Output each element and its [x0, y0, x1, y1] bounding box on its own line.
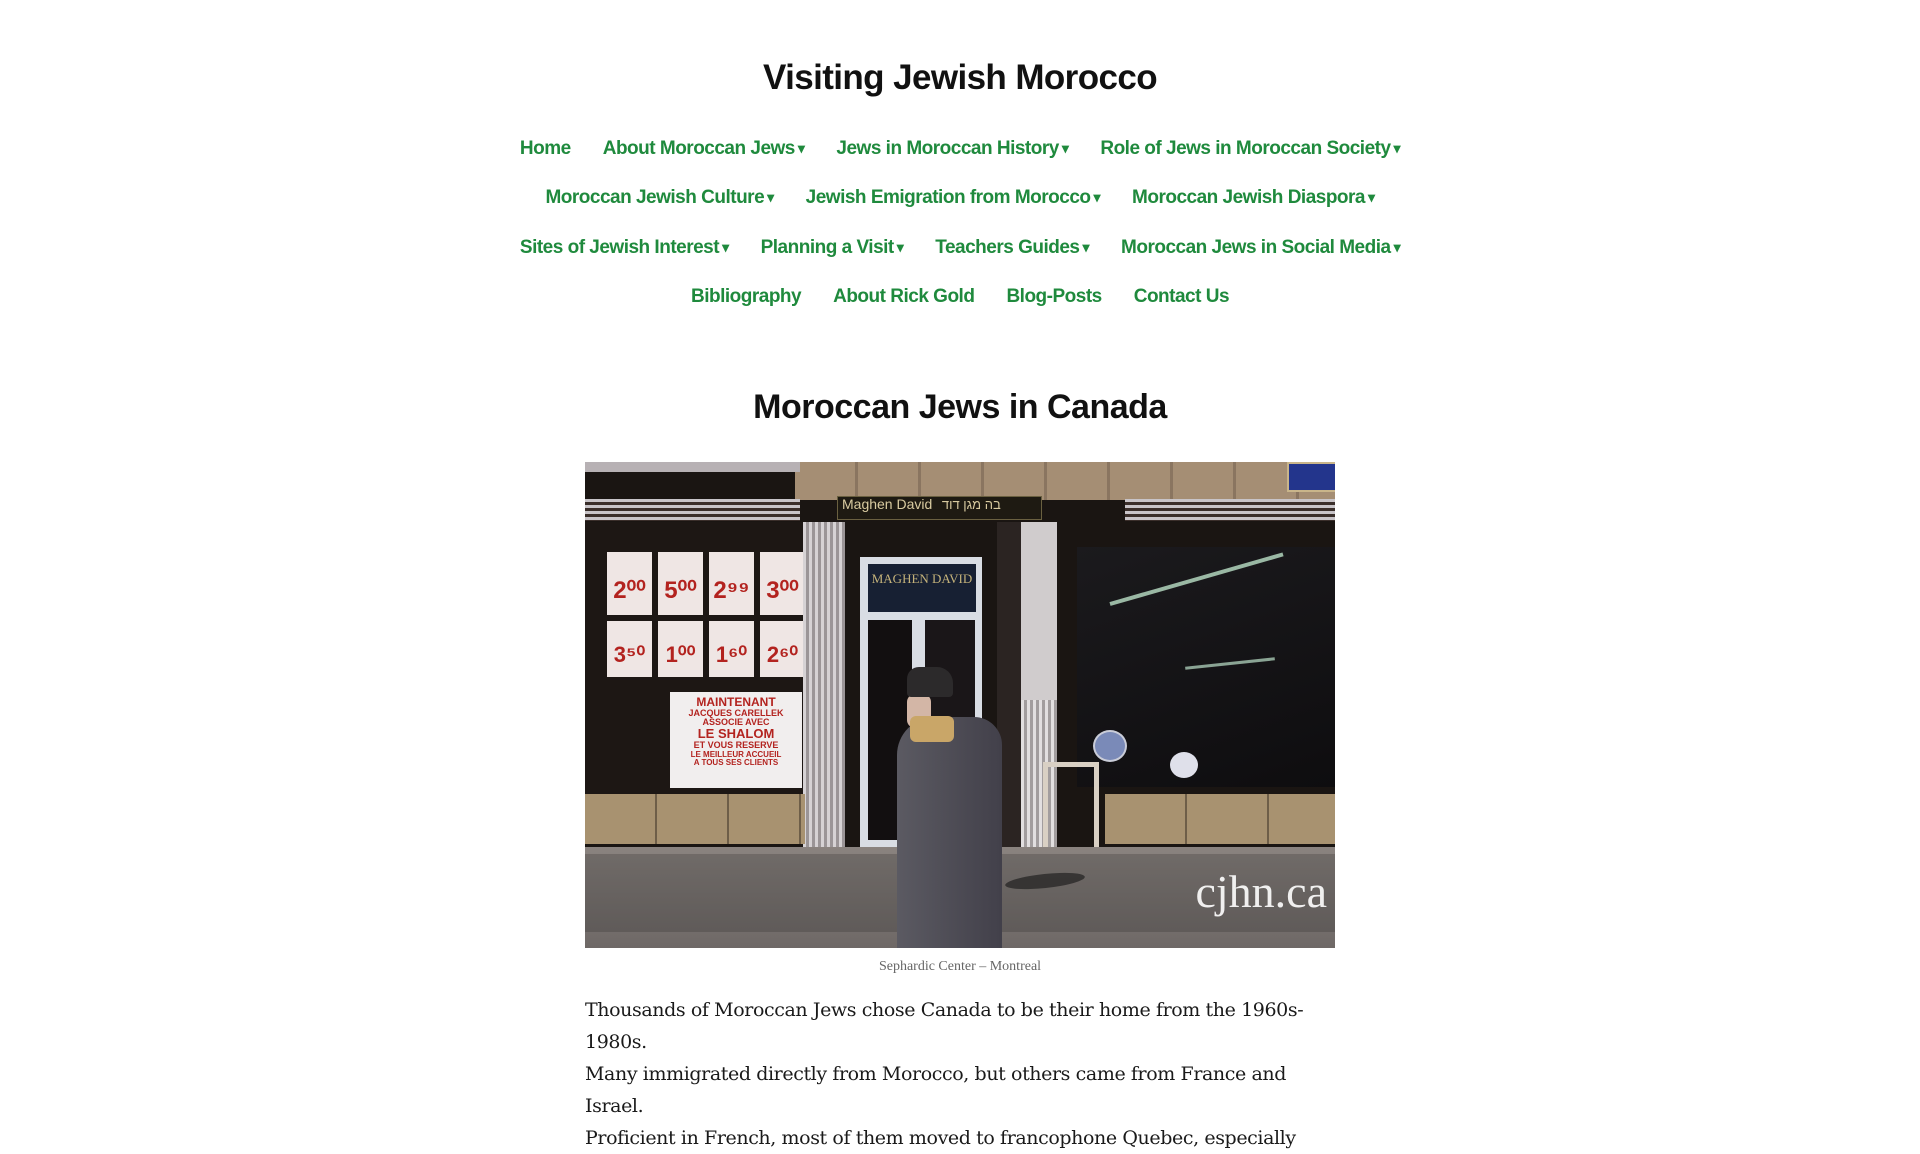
nav-label: Home: [519, 137, 571, 159]
photo-blue-sign: [1287, 462, 1335, 492]
dropdown-caret-icon: ▾: [1093, 189, 1101, 206]
nav-item-about-rick-gold[interactable]: [833, 286, 974, 308]
site-title[interactable]: Visiting Jewish Morocco: [763, 58, 1157, 97]
photo-stone-wall: [795, 462, 1335, 500]
dropdown-caret-icon: ▾: [1393, 238, 1401, 255]
photo-man-coat: [897, 717, 1002, 948]
photo-plate-2: [1170, 752, 1198, 778]
sign-line: LE SHALOM: [697, 726, 775, 742]
nav-row-4: [0, 273, 1920, 323]
photo-gas-pipe: [1043, 762, 1099, 850]
nav-row-2: [0, 174, 1920, 224]
nav-item-contact-us[interactable]: [1134, 286, 1229, 308]
price-sign: 2⁰⁰: [607, 552, 652, 615]
sign-line: ASSOCIE AVEC: [702, 717, 770, 728]
dropdown-caret-icon: ▾: [797, 139, 805, 156]
photo-window-sign: [670, 692, 802, 788]
price-sign: 1⁶⁰: [709, 621, 754, 677]
nav-label: Moroccan Jews in Social Media: [1121, 236, 1391, 258]
nav-row-1: [0, 124, 1920, 174]
photo-pillar: [803, 522, 845, 852]
photo-awning-stripes-right: [1125, 499, 1335, 521]
nav-label: Role of Jews in Moroccan Society: [1100, 137, 1391, 159]
nav-row-3: [0, 223, 1920, 273]
nav-label: About Rick Gold: [833, 286, 975, 308]
featured-figure: [585, 462, 1335, 975]
dropdown-caret-icon: ▾: [1393, 139, 1401, 156]
photo-awning: [585, 462, 800, 472]
nav-item-home[interactable]: [520, 138, 571, 160]
photo-man-hat: [907, 667, 953, 697]
price-sign: 3⁰⁰: [760, 552, 805, 615]
price-sign: 5⁰⁰: [658, 552, 703, 615]
nav-item-sites-of-jewish-interest[interactable]: [520, 237, 729, 259]
nav-item-planning-a-visit[interactable]: [761, 237, 904, 259]
nav-label: Moroccan Jewish Culture: [545, 187, 765, 209]
photo-door-sign: [868, 564, 976, 612]
featured-photo: [585, 462, 1335, 948]
dropdown-caret-icon: ▾: [1368, 189, 1375, 206]
article-body: [585, 994, 1335, 1154]
price-sign: 2⁹⁹: [709, 552, 754, 615]
photo-man-scarf: [910, 716, 954, 742]
photo-stone-base-right: [1105, 794, 1335, 844]
nav-label: Contact Us: [1133, 286, 1230, 308]
nav-item-role-of-jews[interactable]: [1100, 138, 1400, 160]
nav-label: Teachers Guides: [935, 236, 1080, 258]
body-line: Many immigrated directly from Morocco, but others came from France and Israel.: [585, 1063, 1287, 1117]
sign-line: JACQUES CARELLEK: [688, 707, 784, 718]
nav-item-jewish-emigration[interactable]: [806, 187, 1100, 209]
nav-item-social-media[interactable]: [1121, 237, 1400, 259]
photo-top-sign: [837, 496, 1042, 520]
nav-item-blog-posts[interactable]: [1006, 286, 1101, 308]
sign-line: MAINTENANT: [696, 695, 776, 709]
sign-line: ET VOUS RESERVE: [693, 740, 779, 751]
photo-stone-base: [585, 794, 805, 844]
nav-label: Blog-Posts: [1006, 286, 1102, 308]
photo-sign-text: Maghen David: [842, 496, 933, 512]
sign-line: LE MEILLEUR ACCUEIL: [690, 749, 782, 759]
photo-sign-hebrew: בה מגן דוד: [941, 497, 1001, 512]
nav-label: Bibliography: [690, 286, 802, 308]
nav-label: Jews in Moroccan History: [836, 137, 1059, 159]
watermark: cjhn.ca: [1195, 866, 1327, 917]
dropdown-caret-icon: ▾: [896, 238, 904, 255]
nav-item-teachers-guides[interactable]: [935, 237, 1089, 259]
body-line: Thousands of Moroccan Jews chose Canada to be their home from the 1960s-1980s.: [585, 999, 1304, 1053]
figure-caption: Sephardic Center – Montreal: [878, 959, 1042, 974]
page-title: Moroccan Jews in Canada: [753, 388, 1167, 426]
photo-price-signs: [607, 552, 805, 677]
photo-plate: [1093, 730, 1127, 762]
nav-label: Moroccan Jewish Diaspora: [1132, 187, 1365, 209]
price-sign: 1⁰⁰: [658, 621, 703, 677]
nav-item-moroccan-jewish-diaspora[interactable]: [1132, 187, 1375, 209]
price-sign: 2⁶⁰: [760, 621, 805, 677]
nav-item-jews-in-moroccan-history[interactable]: [836, 138, 1068, 160]
dropdown-caret-icon: ▾: [722, 238, 729, 255]
dropdown-caret-icon: ▾: [767, 189, 774, 206]
nav-item-moroccan-jewish-culture[interactable]: [545, 187, 773, 209]
nav-label: Sites of Jewish Interest: [519, 236, 720, 258]
price-sign: 3⁵⁰: [607, 621, 652, 677]
main-navigation: [0, 124, 1920, 322]
body-line: Proficient in French, most of them moved to francophone Quebec, especially: [585, 1127, 1296, 1149]
sign-line: A TOUS SES CLIENTS: [693, 757, 779, 767]
nav-label: Planning a Visit: [760, 236, 894, 258]
dropdown-caret-icon: ▾: [1082, 238, 1090, 255]
nav-item-about-moroccan-jews[interactable]: [603, 138, 805, 160]
dropdown-caret-icon: ▾: [1061, 139, 1069, 156]
nav-item-bibliography[interactable]: [691, 286, 801, 308]
door-sign-text: MAGHEN DAVID: [871, 571, 973, 586]
nav-label: Jewish Emigration from Morocco: [805, 187, 1091, 209]
photo-awning-stripes: [585, 499, 800, 521]
nav-label: About Moroccan Jews: [602, 137, 795, 159]
